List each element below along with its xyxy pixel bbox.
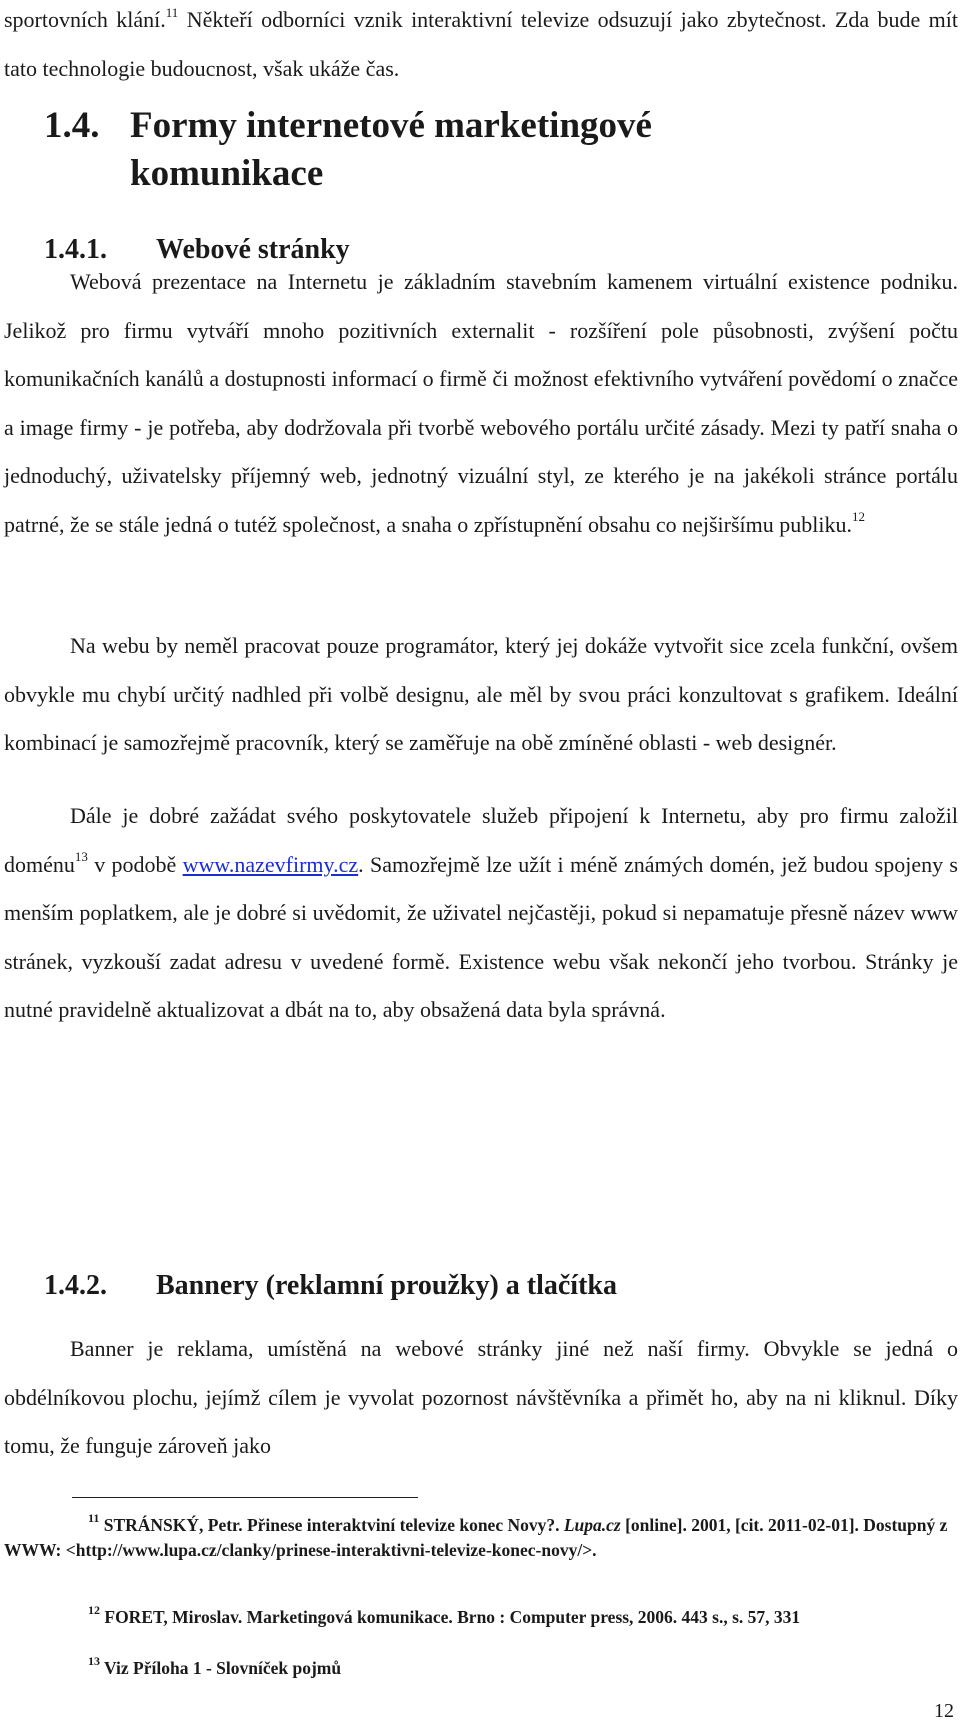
web-paragraph-2: Na webu by neměl pracovat pouze programátor, který jej dokáže vytvořit sice zcela funkční, ovšem obvykle mu chybí určitý nadhled při volbě designu, ale měl by svou práci konzultovat s grafikem. Ideální kombinací je samozřejmě pracovník, který se zaměřuje na obě zmíněné oblasti - web designér. [4, 633, 958, 755]
page-number: 12 [934, 1700, 954, 1722]
footnote-ref-11[interactable]: 11 [165, 4, 179, 20]
web-paragraph-3-text: Dále je dobré zažádat svého poskytovatele služeb připojení k Internetu, aby pro firmu založil doménu [4, 803, 958, 877]
intro-text: sportovních klání. [4, 7, 166, 32]
footnote-ref-12[interactable]: 12 [852, 509, 865, 525]
footnote-11-italic: Lupa.cz [563, 1515, 621, 1535]
section-number: 1.4. [44, 105, 100, 146]
subsection-number-2: 1.4.2. [44, 1270, 107, 1301]
footnote-11 [4, 1513, 958, 1562]
banner-paragraph: Banner je reklama, umístěná na webové stránky jiné než naší firmy. Obvykle se jedná o obdélníkovou plochu, jejímž cílem je vyvolat pozornost návštěvníka a přimět ho, aby na ni kliknul. Díky tomu, že funguje zároveň jako [4, 1336, 958, 1458]
footnote-13 [4, 1656, 958, 1681]
footnote-marker-12: 12 [88, 1603, 100, 1618]
section-title-line2: komunikace [130, 153, 324, 194]
footnote-ref-13[interactable]: 13 [74, 849, 88, 865]
footnote-marker-13: 13 [88, 1654, 100, 1669]
web-paragraph-1 [4, 258, 958, 549]
footnote-12 [4, 1605, 958, 1630]
footnote-marker-11: 11 [88, 1511, 100, 1526]
intro-paragraph [4, 0, 958, 93]
web-paragraph-1-text: Webová prezentace na Internetu je základním stavebním kamenem virtuální existence podniku. Jelikož pro firmu vytváří mnoho pozitivních externalit - rozšíření pole působnosti, zvýšení počtu komunikačních kanálů a dostupnosti informací o firmě či možnost efektivního vytváření povědomí o značce a image firmy - je potřeba, aby dodržovala při tvorbě webového portálu určité zásady. Mezi ty patří snaha o jednoduchý, uživatelsky příjemný web, jednotný vizuální styl, ze kterého je na jakékoli stránce portálu patrné, že se stále jedná o tutéž společnost, a snaha o zpřístupnění obsahu co nejširšímu publiku. [4, 269, 958, 537]
domain-link[interactable]: www.nazevfirmy.cz [182, 851, 359, 877]
intro-text-cont: Někteří odborníci vznik interaktivní televize odsuzují jako zbytečnost. Zda bude mít tato technologie budoucnost, však ukáže čas. [4, 7, 958, 81]
subsection-title: Webové stránky [156, 234, 350, 265]
subsection-heading-banners [44, 1268, 617, 1304]
subsection-title-2: Bannery (reklamní proužky) a tlačítka [156, 1270, 617, 1301]
subsection-number: 1.4.1. [44, 234, 107, 265]
footnote-13-text: Viz Příloha 1 - Slovníček pojmů [100, 1658, 342, 1678]
web-paragraph-3 [4, 792, 958, 1035]
web-paragraph-3-text-c: . Samozřejmě lze užít i méně známých domén, jež budou spojeny s menším poplatkem, ale je dobré si uvědomit, že uživatel nejčastěji, pokud si nepamatuje přesně název www stránek, vyzkouší zadat adresu v uvedené formě. Existence webu však nekončí jeho tvorbou. Stránky je nutné pravidelně aktualizovat a dbát na to, aby obsažená data byla správná. [4, 851, 958, 1022]
footnote-12-text: FORET, Miroslav. Marketingová komunikace. Brno : Computer press, 2006. 443 s., s. 57, 331 [100, 1607, 801, 1627]
footnote-11-text: STRÁNSKÝ, Petr. Přinese interaktviní televize konec Novy?. [99, 1515, 564, 1535]
footnote-11-text-b: [online]. 2001, [cit. 2011-02-01]. Dostupný z WWW: <http://www.lupa.cz/clanky/prinese-interaktivni-televize-konec-novy/>. [4, 1515, 948, 1560]
section-heading [44, 102, 652, 198]
web-paragraph-3-text-b: v podobě [87, 851, 183, 877]
section-title-line1: Formy internetové marketingové [130, 105, 652, 146]
footnote-separator [72, 1497, 418, 1498]
